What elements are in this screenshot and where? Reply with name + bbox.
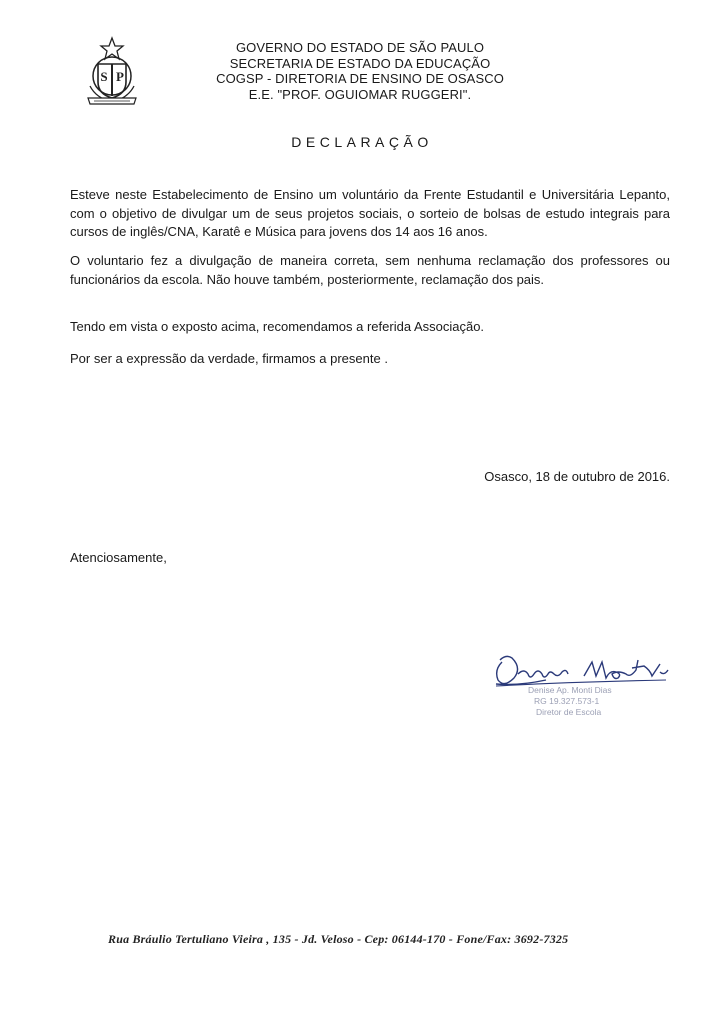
stamp-name: Denise Ap. Monti Dias bbox=[528, 685, 612, 695]
paragraph-2 bbox=[70, 252, 670, 289]
paragraph-4 bbox=[70, 350, 670, 369]
footer-address: Rua Bráulio Tertuliano Vieira , 135 - Jd. Veloso - Cep: 06144-170 - Fone/Fax: 3692-7325 bbox=[108, 932, 569, 946]
stamp-role: Diretor de Escola bbox=[536, 707, 602, 717]
closing: Atenciosamente, bbox=[70, 550, 167, 565]
sao-paulo-coat-of-arms-icon bbox=[82, 36, 142, 108]
paragraph-3 bbox=[70, 318, 670, 337]
signature-block bbox=[488, 640, 688, 740]
official-stamp bbox=[524, 685, 654, 718]
paragraph-3-text: Tendo em vista o exposto acima, recomendamos a referida Associação. bbox=[70, 319, 485, 334]
paragraph-1-text: Esteve neste Estabelecimento de Ensino um voluntário da Frente Estudantil e Universitária Lepanto, com o objetivo de divulgar um de seus projetos sociais, o sorteio de bolsas de estudo integrais para cursos de inglês/CNA, Karatê e Música para jovens dos 14 aos 16 anos. bbox=[70, 187, 670, 239]
svg-text:P: P bbox=[116, 69, 124, 84]
paragraph-1 bbox=[70, 186, 670, 242]
header-government: GOVERNO DO ESTADO DE SÃO PAULO bbox=[235, 40, 485, 55]
paragraph-4-text: Por ser a expressão da verdade, firmamos a presente . bbox=[70, 351, 388, 366]
header-secretariat: SECRETARIA DE ESTADO DA EDUCAÇÃO bbox=[229, 55, 491, 71]
header-school: E.E. "PROF. OGUIOMAR RUGGERI". bbox=[248, 86, 472, 102]
stamp-rg: RG 19.327.573-1 bbox=[534, 696, 600, 706]
letterhead bbox=[180, 40, 540, 102]
document-title: DECLARAÇÃO bbox=[291, 134, 433, 150]
header-directorate: COGSP - DIRETORIA DE ENSINO DE OSASCO bbox=[216, 71, 504, 86]
paragraph-2-text: O voluntario fez a divulgação de maneira correta, sem nenhuma reclamação dos professores ou funcionários da escola. Não houve também, posteriormente, reclamação dos pais. bbox=[70, 253, 670, 287]
svg-text:S: S bbox=[100, 69, 108, 84]
date-place: Osasco, 18 de outubro de 2016. bbox=[484, 469, 670, 484]
